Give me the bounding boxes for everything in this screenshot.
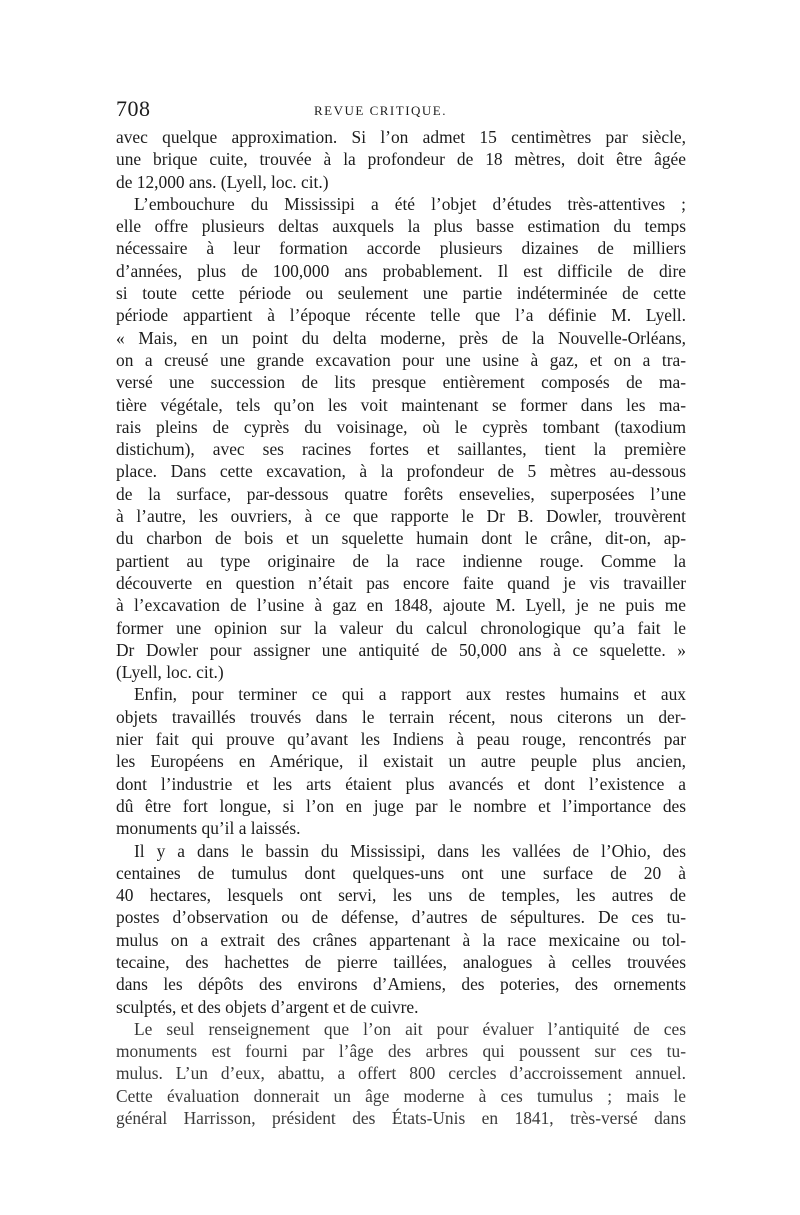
text-line: de 12,000 ans. (Lyell, loc. cit.) xyxy=(116,171,329,192)
text-line: général Harrisson, président des États-Unis en 1841, très-versé dans xyxy=(116,1108,686,1129)
text-line: dont l’industrie et les arts étaient plus avancés et dont l’existence a xyxy=(116,773,686,794)
text-line: à l’autre, les ouvriers, à ce que rapporte le Dr B. Dowler, trouvèrent xyxy=(116,506,686,527)
text-line: d’années, plus de 100,000 ans probablement. Il est difficile de dire xyxy=(116,260,686,281)
text-line: dû être fort longue, si l’on en juge par le nombre et l’importance des xyxy=(116,795,686,816)
text-line: mulus. L’un d’eux, abattu, a offert 800 cercles d’accroissement annuel. xyxy=(116,1063,686,1084)
text-line: former une opinion sur la valeur du calcul chronologique qu’a fait le xyxy=(116,617,686,638)
text-line: centaines de tumulus dont quelques-uns ont une surface de 20 à xyxy=(116,862,686,883)
text-line: objets travaillés trouvés dans le terrain récent, nous citerons un der- xyxy=(116,706,686,727)
text-line: à l’excavation de l’usine à gaz en 1848, ajoute M. Lyell, je ne puis me xyxy=(116,595,686,616)
book-page xyxy=(116,96,686,1129)
text-line: postes d’observation ou de défense, d’autres de sépultures. De ces tu- xyxy=(116,907,686,928)
text-line: les Européens en Amérique, il existait un autre peuple plus ancien, xyxy=(116,751,686,772)
text-line: mulus on a extrait des crânes appartenant à la race mexicaine ou tol- xyxy=(116,929,686,950)
text-line: une brique cuite, trouvée à la profondeur de 18 mètres, doit être âgée xyxy=(116,149,686,170)
text-line: nécessaire à leur formation accorde plusieurs dizaines de milliers xyxy=(116,238,686,259)
text-line: découverte en question n’était pas encore faite quand je vis travailler xyxy=(116,572,686,593)
text-line: « Mais, en un point du delta moderne, près de la Nouvelle-Orléans, xyxy=(116,327,686,348)
text-line: elle offre plusieurs deltas auxquels la plus basse estimation du temps xyxy=(116,216,686,237)
running-head xyxy=(116,96,686,126)
text-line: de la surface, par-dessous quatre forêts ensevelies, superposées l’une xyxy=(116,483,686,504)
text-line: place. Dans cette excavation, à la profondeur de 5 mètres au-dessous xyxy=(116,461,686,482)
text-line: monuments est fourni par l’âge des arbres qui poussent sur ces tu- xyxy=(116,1041,686,1062)
text-line: Le seul renseignement que l’on ait pour évaluer l’antiquité de ces xyxy=(134,1018,686,1039)
text-line: rais pleins de cyprès du voisinage, où le cyprès tombant (taxodium xyxy=(116,416,686,437)
journal-title: REVUE CRITIQUE. xyxy=(314,103,447,118)
page-number: 708 xyxy=(116,96,151,121)
text-line: L’embouchure du Mississipi a été l’objet d’études très-attentives ; xyxy=(134,193,686,214)
text-line: si toute cette période ou seulement une partie indéterminée de cette xyxy=(116,283,686,304)
text-line: tecaine, des hachettes de pierre taillées, analogues à celles trouvées xyxy=(116,951,686,972)
text-line: sculptés, et des objets d’argent et de cuivre. xyxy=(116,996,419,1017)
text-line: nier fait qui prouve qu’avant les Indiens à peau rouge, rencontrés par xyxy=(116,729,686,750)
text-line: Cette évaluation donnerait un âge moderne à ces tumulus ; mais le xyxy=(116,1085,686,1106)
text-line: partient au type originaire de la race indienne rouge. Comme la xyxy=(116,550,686,571)
text-line: (Lyell, loc. cit.) xyxy=(116,662,224,683)
text-line: distichum), avec ses racines fortes et saillantes, tient la première xyxy=(116,439,686,460)
text-line: monuments qu’il a laissés. xyxy=(116,818,301,839)
text-line: dans les dépôts des environs d’Amiens, des poteries, des ornements xyxy=(116,974,686,995)
text-line: versé une succession de lits presque entièrement composés de ma- xyxy=(116,372,686,393)
text-line: Il y a dans le bassin du Mississipi, dans les vallées de l’Ohio, des xyxy=(134,840,686,861)
text-line: 40 hectares, lesquels ont servi, les uns de temples, les autres de xyxy=(116,885,686,906)
text-line: tière végétale, tels qu’on les voit maintenant se former dans les ma- xyxy=(116,394,686,415)
text-line: avec quelque approximation. Si l’on admet 15 centimètres par siècle, xyxy=(116,127,686,147)
body-text xyxy=(116,126,686,1129)
text-line: du charbon de bois et un squelette humain dont le crâne, dit-on, ap- xyxy=(116,528,686,549)
text-line: Enfin, pour terminer ce qui a rapport aux restes humains et aux xyxy=(134,684,686,705)
text-line: période appartient à l’époque récente telle que l’a définie M. Lyell. xyxy=(116,305,686,326)
text-line: on a creusé une grande excavation pour une usine à gaz, et on a tra- xyxy=(116,349,686,370)
text-line: Dr Dowler pour assigner une antiquité de 50,000 ans à ce squelette. » xyxy=(116,639,686,660)
